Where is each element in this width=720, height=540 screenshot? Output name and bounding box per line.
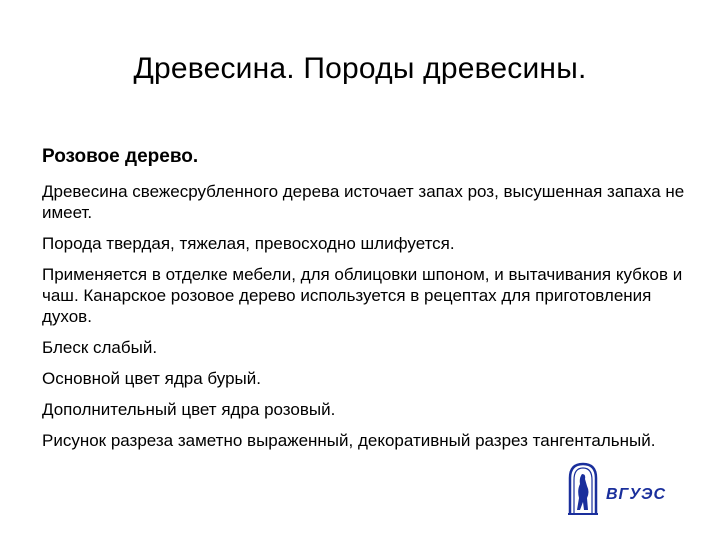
section-heading: Розовое дерево. bbox=[42, 146, 199, 167]
paragraph-core-color: Основной цвет ядра бурый. bbox=[42, 369, 261, 388]
paragraph-pattern: Рисунок разреза заметно выраженный, декоративный разрез тангентальный. bbox=[42, 431, 656, 450]
paragraph-extra-color: Дополнительный цвет ядра розовый. bbox=[42, 400, 336, 419]
slide-title: Древесина. Породы древесины. bbox=[133, 52, 587, 85]
university-emblem-icon bbox=[566, 462, 600, 516]
paragraph-usage: Применяется в отделке мебели, для облицовки шпоном, и вытачивания кубков и чаш. Канарское розовое дерево используется в рецептах для приготовления духов. bbox=[42, 265, 683, 326]
paragraph-luster: Блеск слабый. bbox=[42, 338, 158, 357]
paragraph-smell: Древесина свежесрубленного дерева источает запах роз, высушенная запаха не имеет. bbox=[42, 182, 685, 222]
university-logo bbox=[566, 462, 676, 518]
slide-body bbox=[42, 145, 692, 461]
logo-text: ВГУЭС bbox=[606, 486, 667, 503]
paragraph-hardness: Порода твердая, тяжелая, превосходно шлифуется. bbox=[42, 234, 455, 253]
